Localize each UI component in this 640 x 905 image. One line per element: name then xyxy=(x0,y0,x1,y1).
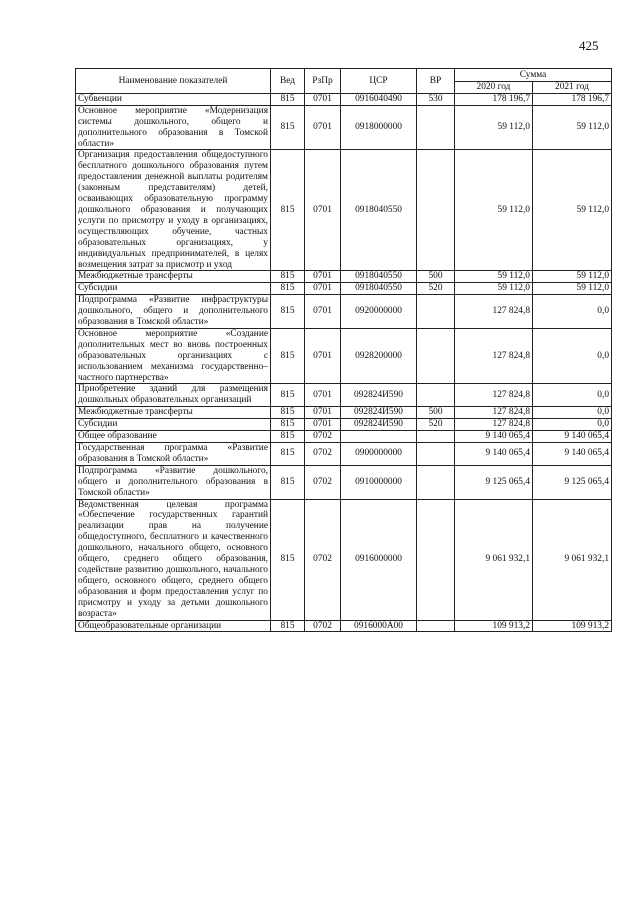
row-csr-cell: 0918040550 xyxy=(341,150,417,271)
row-2021-cell: 59 112,0 xyxy=(533,105,612,150)
row-rzpr-cell: 0701 xyxy=(305,93,341,105)
row-2021-cell: 0,0 xyxy=(533,328,612,384)
row-2020-cell: 127 824,8 xyxy=(455,419,533,431)
row-rzpr-cell: 0701 xyxy=(305,328,341,384)
row-name-cell: Общеобразовательные организации xyxy=(76,620,271,632)
row-name-cell: Общее образование xyxy=(76,431,271,443)
table-row xyxy=(76,620,612,632)
row-2020-cell: 59 112,0 xyxy=(455,150,533,271)
row-2021-cell: 109 913,2 xyxy=(533,620,612,632)
row-csr-cell: 0928200000 xyxy=(341,328,417,384)
row-ved-cell: 815 xyxy=(271,328,305,384)
row-csr-cell: 092824И590 xyxy=(341,419,417,431)
row-rzpr-cell: 0702 xyxy=(305,431,341,443)
row-name-cell: Организация предоставления общедоступного бесплатного дошкольного образования путем предоставления денежной выплаты родителям (законным представителям) детей, осваивающих образовательную программу дошкольного образования и получающих услуги по присмотру и уходу в организациях, осуществляющих обучение, частных образовательных организациях, у индивидуальных предпринимателей, в целях возмещения затрат за присмотр и уход xyxy=(76,150,271,271)
row-2020-cell: 109 913,2 xyxy=(455,620,533,632)
row-csr-cell: 0918040550 xyxy=(341,271,417,283)
table-row xyxy=(76,328,612,384)
row-name-cell: Государственная программа «Развитие образования в Томской области» xyxy=(76,443,271,466)
row-name-cell: Межбюджетные трансферты xyxy=(76,407,271,419)
row-rzpr-cell: 0701 xyxy=(305,271,341,283)
header-row xyxy=(76,69,612,82)
row-rzpr-cell: 0701 xyxy=(305,283,341,295)
row-2021-cell: 0,0 xyxy=(533,384,612,407)
col-header-2021: 2021 год xyxy=(533,82,612,94)
row-2021-cell: 59 112,0 xyxy=(533,271,612,283)
col-header-vr: ВР xyxy=(417,69,455,94)
row-rzpr-cell: 0701 xyxy=(305,419,341,431)
row-vr-cell xyxy=(417,443,455,466)
col-header-ved: Вед xyxy=(271,69,305,94)
row-vr-cell xyxy=(417,105,455,150)
row-csr-cell xyxy=(341,431,417,443)
row-csr-cell: 0916000000 xyxy=(341,499,417,620)
row-ved-cell: 815 xyxy=(271,620,305,632)
table-row xyxy=(76,407,612,419)
row-name-cell: Приобретение зданий для размещения дошкольных образовательных организаций xyxy=(76,384,271,407)
row-rzpr-cell: 0701 xyxy=(305,295,341,329)
row-vr-cell xyxy=(417,384,455,407)
row-ved-cell: 815 xyxy=(271,271,305,283)
table-row xyxy=(76,465,612,499)
table-row xyxy=(76,384,612,407)
row-2020-cell: 9 125 065,4 xyxy=(455,465,533,499)
table-row xyxy=(76,443,612,466)
row-2021-cell: 0,0 xyxy=(533,295,612,329)
table-row xyxy=(76,93,612,105)
row-name-cell: Подпрограмма «Развитие дошкольного, общего и дополнительного образования в Томской области» xyxy=(76,465,271,499)
row-ved-cell: 815 xyxy=(271,384,305,407)
row-rzpr-cell: 0701 xyxy=(305,384,341,407)
row-ved-cell: 815 xyxy=(271,283,305,295)
row-vr-cell: 500 xyxy=(417,407,455,419)
row-vr-cell xyxy=(417,150,455,271)
row-2021-cell: 0,0 xyxy=(533,419,612,431)
row-csr-cell: 0910000000 xyxy=(341,465,417,499)
row-vr-cell: 530 xyxy=(417,93,455,105)
row-rzpr-cell: 0701 xyxy=(305,105,341,150)
row-vr-cell xyxy=(417,295,455,329)
row-2021-cell: 9 125 065,4 xyxy=(533,465,612,499)
row-name-cell: Основное мероприятие «Модернизация системы дошкольного, общего и дополнительного образования в Томской области» xyxy=(76,105,271,150)
table-row xyxy=(76,499,612,620)
row-rzpr-cell: 0701 xyxy=(305,407,341,419)
row-name-cell: Субсидии xyxy=(76,283,271,295)
row-vr-cell xyxy=(417,499,455,620)
table-row xyxy=(76,419,612,431)
row-2020-cell: 127 824,8 xyxy=(455,384,533,407)
row-2021-cell: 9 140 065,4 xyxy=(533,443,612,466)
row-2020-cell: 9 140 065,4 xyxy=(455,443,533,466)
row-ved-cell: 815 xyxy=(271,93,305,105)
row-ved-cell: 815 xyxy=(271,431,305,443)
row-2021-cell: 9 061 932,1 xyxy=(533,499,612,620)
row-2020-cell: 9 140 065,4 xyxy=(455,431,533,443)
row-rzpr-cell: 0701 xyxy=(305,150,341,271)
row-csr-cell: 092824И590 xyxy=(341,384,417,407)
row-name-cell: Межбюджетные трансферты xyxy=(76,271,271,283)
row-csr-cell: 092824И590 xyxy=(341,407,417,419)
row-name-cell: Ведомственная целевая программа «Обеспечение государственных гарантий реализации прав на получение общедоступного, бесплатного и качественного дошкольного, начального общего, основного общего, среднего общего образования, содействие развитию дошкольного, начального общего, основного общего, среднего общего образования и форм предоставления услуг по присмотру и уходу за детьми дошкольного возраста» xyxy=(76,499,271,620)
row-ved-cell: 815 xyxy=(271,407,305,419)
table-row xyxy=(76,295,612,329)
row-2020-cell: 178 196,7 xyxy=(455,93,533,105)
row-ved-cell: 815 xyxy=(271,295,305,329)
row-2020-cell: 9 061 932,1 xyxy=(455,499,533,620)
row-2020-cell: 127 824,8 xyxy=(455,407,533,419)
col-header-rzpr: РзПр xyxy=(305,69,341,94)
row-csr-cell: 0918040550 xyxy=(341,283,417,295)
table-row xyxy=(76,150,612,271)
col-header-sum: Сумма xyxy=(455,69,612,82)
page-number: 425 xyxy=(579,38,599,53)
budget-table xyxy=(75,68,612,632)
row-vr-cell xyxy=(417,465,455,499)
table-row xyxy=(76,105,612,150)
row-2021-cell: 59 112,0 xyxy=(533,150,612,271)
row-csr-cell: 0920000000 xyxy=(341,295,417,329)
row-2021-cell: 0,0 xyxy=(533,407,612,419)
row-vr-cell xyxy=(417,328,455,384)
row-ved-cell: 815 xyxy=(271,499,305,620)
row-2020-cell: 59 112,0 xyxy=(455,105,533,150)
row-2020-cell: 127 824,8 xyxy=(455,295,533,329)
row-name-cell: Субсидии xyxy=(76,419,271,431)
row-vr-cell xyxy=(417,431,455,443)
table-row xyxy=(76,431,612,443)
row-ved-cell: 815 xyxy=(271,150,305,271)
row-2021-cell: 178 196,7 xyxy=(533,93,612,105)
row-name-cell: Подпрограмма «Развитие инфраструктуры дошкольного, общего и дополнительного образования в Томской области» xyxy=(76,295,271,329)
row-vr-cell: 520 xyxy=(417,283,455,295)
row-ved-cell: 815 xyxy=(271,105,305,150)
row-2020-cell: 59 112,0 xyxy=(455,271,533,283)
row-rzpr-cell: 0702 xyxy=(305,465,341,499)
row-rzpr-cell: 0702 xyxy=(305,499,341,620)
row-ved-cell: 815 xyxy=(271,419,305,431)
row-rzpr-cell: 0702 xyxy=(305,443,341,466)
row-ved-cell: 815 xyxy=(271,465,305,499)
col-header-2020: 2020 год xyxy=(455,82,533,94)
row-csr-cell: 0918000000 xyxy=(341,105,417,150)
table-body xyxy=(76,93,612,632)
row-2021-cell: 9 140 065,4 xyxy=(533,431,612,443)
table-row xyxy=(76,271,612,283)
col-header-csr: ЦСР xyxy=(341,69,417,94)
row-2021-cell: 59 112,0 xyxy=(533,283,612,295)
row-ved-cell: 815 xyxy=(271,443,305,466)
row-2020-cell: 59 112,0 xyxy=(455,283,533,295)
row-name-cell: Субвенции xyxy=(76,93,271,105)
row-vr-cell: 520 xyxy=(417,419,455,431)
row-vr-cell xyxy=(417,620,455,632)
row-csr-cell: 0900000000 xyxy=(341,443,417,466)
row-name-cell: Основное мероприятие «Создание дополнительных мест во вновь построенных образовательных организациях с использованием механизма государственно–частного партнерства» xyxy=(76,328,271,384)
col-header-name: Наименование показателей xyxy=(76,69,271,94)
row-vr-cell: 500 xyxy=(417,271,455,283)
table-row xyxy=(76,283,612,295)
row-2020-cell: 127 824,8 xyxy=(455,328,533,384)
row-csr-cell: 0916000А00 xyxy=(341,620,417,632)
row-rzpr-cell: 0702 xyxy=(305,620,341,632)
row-csr-cell: 0916040490 xyxy=(341,93,417,105)
